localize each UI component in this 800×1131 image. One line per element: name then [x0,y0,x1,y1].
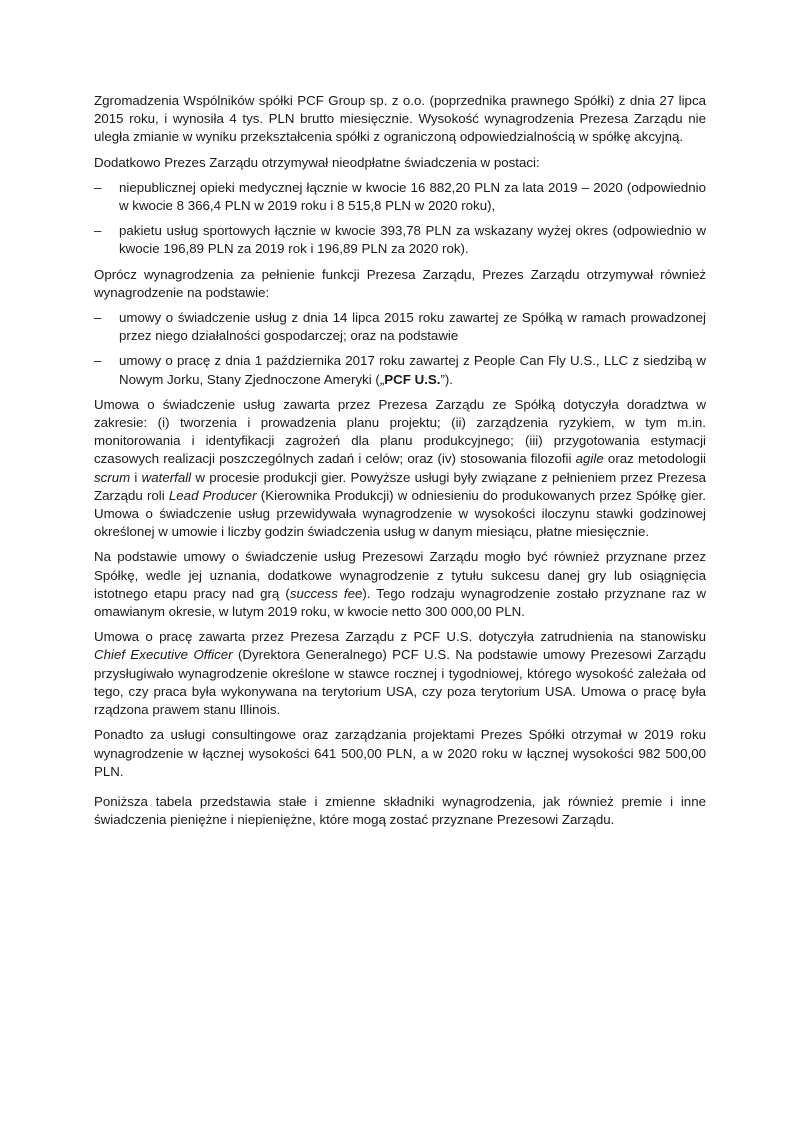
list-item-employment-contract [94,352,706,388]
dash-bullet-icon: – [94,353,102,369]
dash-bullet-icon: – [94,179,102,195]
list-item-text: pakietu usług sportowych łącznie w kwocie 393,78 PLN za wskazany wyżej okres (odpowiednio w kwocie 196,89 PLN za 2019 rok i 196,89 PLN za 2020 rok). [119,223,706,257]
defined-term-pcf-us: PCF U.S. [384,371,441,387]
contracts-list [94,309,706,389]
list-item-medical-care [94,179,706,215]
list-item-text: umowy o świadczenie usług z dnia 14 lipca 2015 roku zawartej ze Spółką w ramach prowadzonej przez niego działalności gospodarczej; oraz na podstawie [119,310,706,344]
paragraph-success-fee: Na podstawie umowy o świadczenie usług Prezesowi Zarządu mogło być również przyznane przez Spółkę, wedle jej uznania, dodatkowe wynagrodzenie z tytułu sukcesu danej gry lub osiągnięcia istotnego etapu pracy nad grą (success fee). Tego rodzaju wynagrodzenie zostało przyznane raz w omawianym okresie, w lutym 2019 roku, w kwocie netto 300 000,00 PLN. [94,549,706,620]
paragraph-other-remuneration-intro: Oprócz wynagrodzenia za pełnienie funkcji Prezesa Zarządu, Prezes Zarządu otrzymywał również wynagrodzenie na podstawie: [94,266,706,300]
paragraph-employment-contract: Umowa o pracę zawarta przez Prezesa Zarządu z PCF U.S. dotyczyła zatrudnienia na stanowisku Chief Executive Officer (Dyrektora Generalnego) PCF U.S. Na podstawie umowy Prezesowi Zarządu przysługiwało wynagrodzenie określone w stawce rocznej i tygodniowej, którego wysokość zależała od tego, czy praca była wykonywana na terytorium USA, czy poza terytorium USA. Umowa o pracę była rządzona prawem stanu Illinois. [94,629,706,718]
benefits-list [94,179,706,259]
paragraph-shareholders-resolution: Zgromadzenia Wspólników spółki PCF Group sp. z o.o. (poprzednika prawnego Spółki) z dnia 27 lipca 2015 roku, i wynosiła 4 tys. PLN brutto miesięcznie. Wysokość wynagrodzenia Prezesa Zarządu nie uległa zmianie w wyniku przekształcenia spółki z ograniczoną odpowiedzialnością w spółkę akcyjną. [94,93,706,145]
list-item-sports-package [94,222,706,258]
document-page [94,92,706,836]
list-item-text: niepublicznej opieki medycznej łącznie w kwocie 16 882,20 PLN za lata 2019 – 2020 (odpowiednio w kwocie 8 366,4 PLN w 2019 roku i 8 515,8 PLN w 2020 roku), [119,179,706,214]
dash-bullet-icon: – [94,310,102,326]
paragraph-consulting-remuneration: Ponadto za usługi consultingowe oraz zarządzania projektami Prezes Spółki otrzymał w 2019 roku wynagrodzenie w łącznej wysokości 641 500,00 PLN, a w 2020 roku w łącznej wysokości 982 500,00 PLN. [94,727,706,779]
paragraph-service-agreement-scope: Umowa o świadczenie usług zawarta przez Prezesa Zarządu ze Spółką dotyczyła doradztwa w zakresie: (i) tworzenia i prowadzenia planu projektu; (ii) zarządzenia ryzykiem, w tym m.in. monitorowania i identyfikacji zagrożeń dla planu produkcyjnego; (iii) przygotowania estymacji czasowych realizacji poszczególnych zadań i celów; oraz (iv) stosowania filozofii agile oraz metodologii scrum i waterfall w procesie produkcji gier. Powyższe usługi były związane z pełnieniem przez Prezesa Zarządu roli Lead Producer (Kierownika Produkcji) w odniesieniu do produkowanych przez Spółkę gier. Umowa o świadczenie usług przewidywała wynagrodzenie w wysokości iloczynu stawki godzinowej określonej w umowie i liczby godzin świadczenia usług w danym miesiącu, płatne miesięcznie. [94,396,706,540]
paragraph-table-intro: Poniższa tabela przedstawia stałe i zmienne składniki wynagrodzenia, jak również premie i inne świadczenia pieniężne i niepieniężne, które mogą zostać przyznane Prezesowi Zarządu. [94,793,706,828]
paragraph-benefits-intro: Dodatkowo Prezes Zarządu otrzymywał nieodpłatne świadczenia w postaci: [94,154,540,170]
list-item-service-agreement [94,309,706,345]
dash-bullet-icon: – [94,223,102,239]
list-item-text: umowy o pracę z dnia 1 października 2017 roku zawartej z People Can Fly U.S., LLC z siedzibą w Nowym Jorku, Stany Zjednoczone Ameryki („PCF U.S.”). [119,353,706,387]
